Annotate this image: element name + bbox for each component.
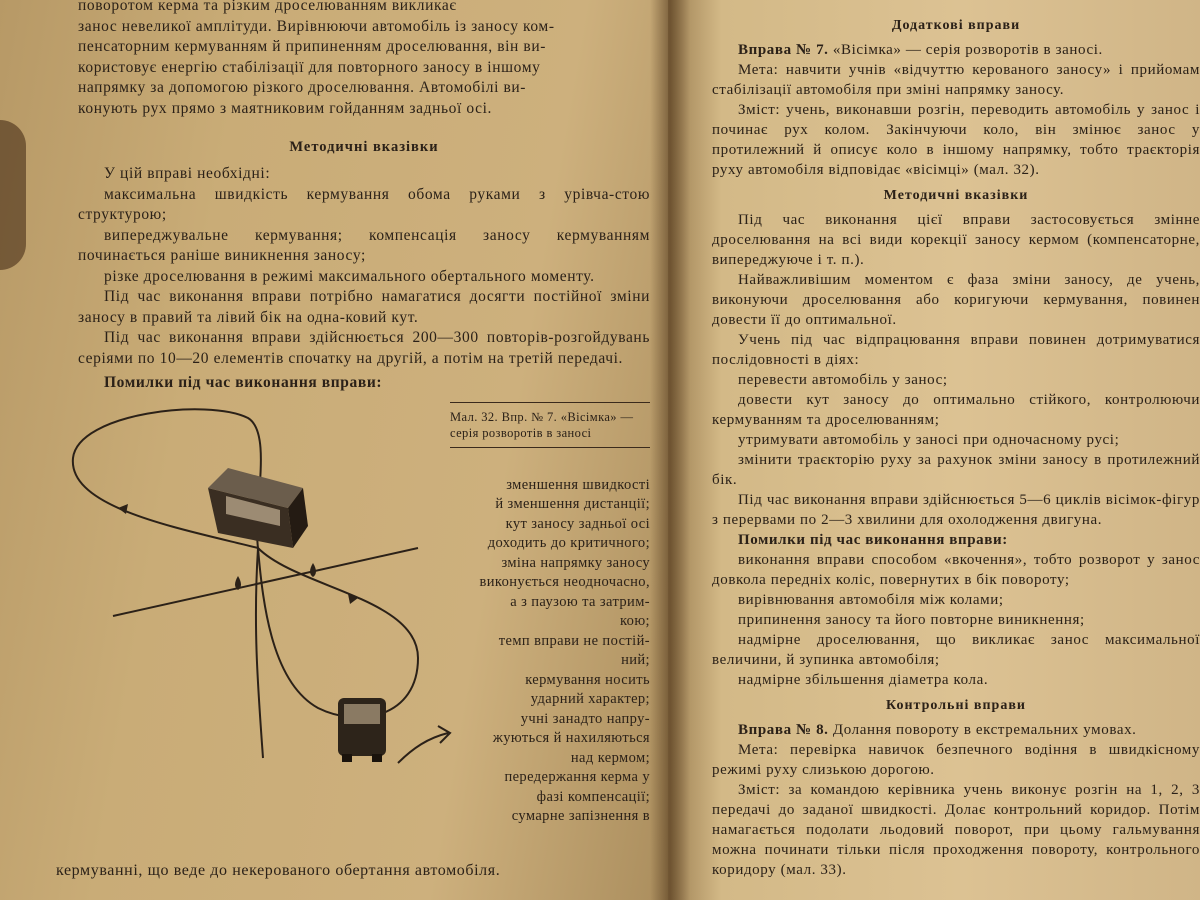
right-heading-control: Контрольні вправи [886,698,1026,713]
exercise-8-name: Долання повороту в екстремальних умовах. [832,722,1137,738]
right-column [712,18,1200,880]
left-error-line: зменшення швидкості [506,476,650,493]
page-edge-shadow [0,120,26,270]
exercise-8-goal: Мета: перевірка навичок безпечного водіння в швидкісному режимі руху слизькою дорогою. [712,742,1200,778]
left-error-line: зміна напрямку заносу [501,554,650,571]
left-error-line: виконується неодночасно, [479,574,650,590]
book-gutter [650,0,690,900]
right-heading-methodical: Методичні вказівки [883,188,1029,203]
exercise-8-title [712,720,1200,740]
left-section-heading: Методичні вказівки [289,139,439,155]
left-error-line: фазі компенсації; [536,788,650,805]
left-top-line-5: напрямку за допомогою різкого дроселювання. Автомобілі ви- [78,79,527,96]
left-errors-list [450,476,650,827]
exercise-7-content: Зміст: учень, виконавши розгін, переводить автомобіль у занос і починає рух колом. Закінчуючи коло, він змінює занос у протилежний й описує коло в іншому напрямку, тобто траєкторія руху автомобіля відповідає «вісімці» (мал. 32). [712,102,1200,178]
right-page [668,0,1200,900]
left-top-line-4: користовує енергію стабілізації для повторного заносу в іншому [78,58,541,76]
left-error-line: й зменшення дистанції; [495,496,650,512]
left-paragraph-5: Під час виконання вправи потрібно намагатися досягти постійної зміни заносу в правий та лівий бік на одна-ковий кут. [78,288,650,326]
right-step: змінити траєкторію руху за рахунок зміни заносу в протилежний бік. [712,452,1200,488]
left-error-line: ний; [621,652,650,668]
right-step: довести кут заносу до оптимально стійкого, контролюючи кермуванням та дроселюванням; [712,392,1200,428]
left-error-line: сумарне запізнення в [511,808,650,824]
figure-area [78,398,650,824]
trajectory-lower-loop [258,548,418,717]
figure-eight-diagram [58,398,458,798]
right-paragraph-1: Під час виконання цієї вправи застосовується змінне дроселювання на всі види корекції заносу кермом (компенсаторне, випереджуюче і т. п.). [712,212,1200,268]
car-lower [338,698,386,762]
left-error-line: кут заносу задньої осі [505,515,650,532]
left-top-line-2: занос невеликої амплітуди. Вирівнюючи автомобіль із заносу ком- [78,17,555,35]
right-step: утримувати автомобіль у заносі при одночасному русі; [738,432,1120,448]
left-top-paragraph [78,0,650,119]
left-top-line-3: пенсаторним кермуванням й припиненням дроселювання, він ви- [78,38,546,55]
left-paragraph-2: максимальна швидкість кермування обома руками з урівча-стою структурою; [78,185,650,223]
left-error-line: учні занадто напру- [520,710,650,727]
right-errors-title: Помилки під час виконання вправи: [738,532,1008,548]
left-error-line: темп вправи не постій- [498,632,650,649]
left-paragraph-3: випереджувальне кермування; компенсація заносу кермуванням починається раніше виникнення заносу; [78,226,650,264]
right-error-item: вирівнювання автомобіля між колами; [738,592,1004,608]
left-error-line: жуються й нахиляються [492,730,650,746]
left-paragraph-4: різке дроселювання в режимі максимального обертального моменту. [104,267,595,285]
left-bottom-line: кермуванні, що веде до некерованого обертання автомобіля. [56,862,501,879]
left-error-line: а з паузою та затрим- [510,593,650,610]
right-error-item: надмірне збільшення діаметра кола. [738,672,989,688]
exercise-7-label: Вправа № 7. [738,42,829,58]
left-error-line: кермування носить [525,671,650,688]
left-error-line: над кермом; [570,749,650,766]
right-error-item: надмірне дроселювання, що викликає занос максимальної величини, й зупинка автомобіля; [712,632,1200,668]
exercise-8-label: Вправа № 8. [738,722,829,738]
left-error-line: доходить до критичного; [487,535,650,551]
left-error-line: ударний характер; [530,691,650,707]
right-paragraph-3: Учень під час відпрацювання вправи повинен дотримуватися послідовності в діях: [712,332,1200,368]
right-error-item: припинення заносу та його повторне виникнення; [738,612,1085,628]
left-paragraph-1: У цій вправі необхідні: [104,165,271,182]
right-heading-additional: Додаткові вправи [891,18,1021,33]
right-paragraph-2: Найважливішим моментом є фаза зміни заносу, де учень, виконуючи дроселювання або коригуючи кермування, повинен довести її до оптимальної. [712,272,1200,328]
left-top-line-6: конують рух прямо з маятниковим гойданням задньої осі. [78,99,492,117]
car-upper [208,468,308,548]
direction-arrow [398,726,450,763]
left-error-line: передержання керма у [504,769,650,785]
exercise-7-goal: Мета: навчити учнів «відчуттю керованого заносу» і прийомам стабілізації автомобіля при зміні напрямку заносу. [712,62,1200,98]
left-error-line: кою; [619,613,650,629]
exercise-7-name: «Вісімка» — серія розворотів в заносі. [832,42,1103,58]
left-errors-title: Помилки під час виконання вправи: [104,374,383,391]
right-step: перевести автомобіль у занос; [738,372,948,388]
exercise-8-content: Зміст: за командою керівника учень виконує розгін на 1, 2, 3 передачі до заданої швидкості. Долає контрольний коридор. Потім намагається подолати льодовий поворот, при цьому гальмування можна починати тільки після проходження повороту, контрольного коридору (мал. 33). [712,782,1200,878]
exercise-7-title [712,40,1200,60]
left-top-line-1: поворотом керма та різким дроселюванням викликає [78,0,457,14]
left-paragraph-6: Під час виконання вправи здійснюється 200—300 повторів-розгойдувань серіями по 10—20 елементів спочатку на другій, а потім на третій передачі. [78,329,650,367]
right-paragraph-4: Під час виконання вправи здійснюється 5—6 циклів вісімок-фігур з перервами по 2—3 хвилини для охолодження двигуна. [712,492,1200,528]
figure-caption: Мал. 32. Впр. № 7. «Вісімка» — серія розворотів в заносі [450,402,650,448]
right-error-item: виконання вправи способом «вкочення», тобто розворот у занос довкола передніх коліс, повернутих в бік повороту; [712,552,1200,588]
